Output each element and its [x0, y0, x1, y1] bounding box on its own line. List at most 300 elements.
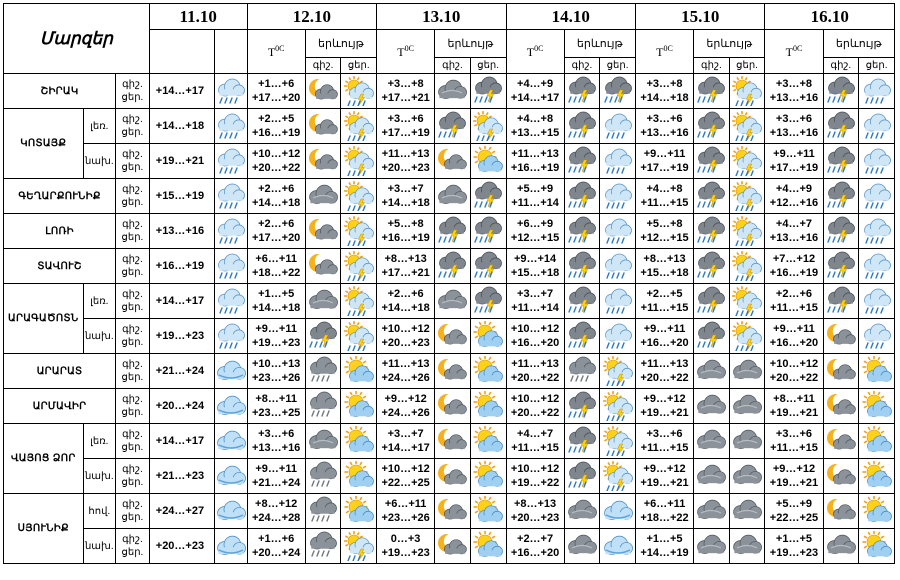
storm-rain-icon [825, 216, 857, 246]
day-temp: +17…+20 [251, 232, 301, 244]
date-header: 14.10 [506, 4, 635, 30]
temp-label: T [656, 44, 664, 59]
temp-range-cell [506, 389, 564, 424]
night-temp: +8…+12 [255, 498, 298, 510]
day-temp: +20…+22 [251, 162, 301, 174]
temp-unit: 0C [404, 43, 414, 53]
night-weather-cell [694, 319, 730, 354]
moon-cloud-icon [825, 356, 857, 386]
temp-header [765, 30, 823, 74]
day-temp: +20…+22 [640, 372, 689, 384]
night-day-label: գիշ. ցեր. [116, 214, 150, 249]
region-row [4, 214, 895, 249]
night-day-label: գիշ. ցեր. [116, 354, 150, 389]
moon-cloud-icon [825, 321, 857, 351]
night-temp: +11…+13 [511, 148, 559, 160]
weather-cell [215, 389, 248, 424]
temp-range-cell [377, 424, 435, 459]
night-subheader: գիշ. [694, 58, 730, 74]
night-day-label: գիշ. ցեր. [116, 389, 150, 424]
day-temp: +13…+16 [640, 127, 689, 139]
cloud-icon [731, 496, 763, 526]
temp-range-cell [765, 74, 823, 109]
day-weather-cell [600, 179, 636, 214]
day-temp: +19…+23 [149, 319, 214, 354]
day-subheader: ցեր. [341, 58, 377, 74]
day-weather-cell [859, 249, 895, 284]
sun-storm-icon [731, 181, 763, 211]
day-temp: +19…+21 [149, 144, 214, 179]
night-temp: +11…+13 [640, 358, 689, 370]
day-weather-cell [600, 249, 636, 284]
day1-temp-header [149, 30, 214, 74]
night-temp: +1…+6 [258, 78, 295, 90]
region-name: ԿՈՏԱՅՔ [4, 109, 84, 179]
temp-range-cell [765, 459, 823, 494]
cloud-icon [695, 356, 727, 386]
region-row [4, 354, 895, 389]
sun-cloud-icon [472, 391, 504, 421]
day-temp: +16…+19 [510, 162, 560, 174]
night-weather-cell [305, 179, 341, 214]
night-temp: +4…+8 [646, 183, 683, 195]
weather-cell [215, 459, 248, 494]
day-temp: +19…+21 [640, 477, 689, 489]
night-weather-cell [823, 284, 859, 319]
region-name: ԱՐԱԳԱԾՈՏՆ [4, 284, 84, 354]
temp-range-cell [765, 214, 823, 249]
temp-range-cell [506, 284, 564, 319]
sun-cloud-icon [343, 461, 375, 491]
night-weather-cell [564, 529, 600, 564]
rain-cloud-icon [215, 146, 247, 176]
temp-range-cell [377, 459, 435, 494]
day-temp: +12…+15 [640, 232, 689, 244]
night-day-label: գիշ. ցեր. [116, 249, 150, 284]
night-temp: +1…+6 [258, 533, 295, 545]
day-weather-cell [600, 529, 636, 564]
night-weather-cell [694, 389, 730, 424]
temp-range-cell [247, 284, 305, 319]
night-temp: +10…+12 [381, 323, 430, 335]
day-weather-cell [859, 389, 895, 424]
date-header: 12.10 [247, 4, 376, 30]
cloud-icon [307, 426, 339, 456]
cloud-icon [731, 356, 763, 386]
night-weather-cell [694, 284, 730, 319]
sun-cloud-icon [343, 356, 375, 386]
night-weather-cell [305, 494, 341, 529]
cloud-blue-icon [215, 391, 247, 421]
day-weather-cell [470, 144, 506, 179]
storm-rain-icon [695, 216, 727, 246]
storm-rain-icon [566, 76, 598, 106]
weather-cell [215, 144, 248, 179]
day-temp: +23…+25 [251, 407, 301, 419]
cloud-blue-icon [215, 461, 247, 491]
region-name: ԱՐՄԱՎԻՐ [4, 389, 116, 424]
sun-cloud-icon [472, 321, 504, 351]
weather-cell [215, 179, 248, 214]
day-weather-cell [470, 249, 506, 284]
sun-cloud-icon [861, 461, 893, 491]
storm-rain-icon [825, 251, 857, 281]
rain-cloud-icon [602, 146, 634, 176]
day-temp: +11…+15 [640, 442, 689, 454]
cloud-icon [566, 531, 598, 561]
day-weather-cell [729, 529, 765, 564]
night-temp: +10…+12 [381, 463, 430, 475]
storm-rain-icon [472, 251, 504, 281]
day-temp: +12…+15 [510, 232, 560, 244]
night-subheader: գիշ. [823, 58, 859, 74]
day-weather-cell [470, 319, 506, 354]
night-temp: +9…+12 [643, 463, 686, 475]
sun-storm-icon [343, 531, 375, 561]
rain-cloud-icon [861, 111, 893, 141]
subzone-label: նախ. [83, 144, 116, 179]
day-weather-cell [729, 144, 765, 179]
cloud-icon [825, 531, 857, 561]
region-row [4, 389, 895, 424]
day-weather-cell [729, 424, 765, 459]
temp-range-cell [377, 74, 435, 109]
day-temp: +21…+24 [149, 354, 214, 389]
day-weather-cell [859, 284, 895, 319]
day-temp: +19…+22 [510, 477, 560, 489]
night-weather-cell [823, 319, 859, 354]
day-temp: +14…+18 [381, 197, 430, 209]
sun-cloud-icon [861, 531, 893, 561]
day-temp: +14…+19 [640, 547, 689, 559]
cloud-icon [566, 496, 598, 526]
night-weather-cell [694, 214, 730, 249]
temp-range-cell [506, 459, 564, 494]
storm-rain-icon [566, 321, 598, 351]
day-weather-cell [341, 424, 377, 459]
temp-range-cell [377, 214, 435, 249]
temp-range-cell [247, 389, 305, 424]
moon-cloud-icon [436, 496, 468, 526]
night-temp: +9…+11 [255, 323, 297, 335]
night-weather-cell [694, 74, 730, 109]
night-weather-cell [564, 74, 600, 109]
day-weather-cell [600, 319, 636, 354]
storm-rain-icon [695, 251, 727, 281]
day-temp: +11…+15 [511, 442, 559, 454]
night-weather-cell [694, 529, 730, 564]
night-temp: +9…+12 [772, 463, 816, 475]
day-temp: +21…+23 [149, 459, 214, 494]
cloud-icon [695, 391, 727, 421]
day-temp: +17…+19 [769, 162, 819, 174]
day-temp: +20…+23 [510, 512, 560, 524]
night-temp: +7…+12 [772, 253, 816, 265]
night-weather-cell [823, 529, 859, 564]
day-weather-cell [859, 109, 895, 144]
night-temp: +5…+8 [387, 218, 424, 230]
day-temp: +20…+23 [381, 337, 430, 349]
sun-storm-icon [343, 146, 375, 176]
rain-cloud-icon [861, 146, 893, 176]
storm-rain-icon [825, 181, 857, 211]
day-weather-cell [470, 109, 506, 144]
day-temp: +14…+17 [149, 424, 214, 459]
night-temp: +11…+13 [381, 148, 430, 160]
night-day-label: գիշ. ցեր. [116, 494, 150, 529]
night-temp: +6…+9 [517, 218, 554, 230]
day-weather-cell [729, 459, 765, 494]
subzone-label: լեռ. [83, 109, 116, 144]
night-weather-cell [564, 179, 600, 214]
sun-cloud-icon [472, 426, 504, 456]
weather-cell [215, 74, 248, 109]
day-weather-cell [470, 494, 506, 529]
night-temp: 0…+3 [390, 533, 421, 545]
night-weather-cell [564, 494, 600, 529]
night-temp: +3…+7 [517, 288, 554, 300]
phenomenon-header: երևույթ [823, 30, 894, 58]
day-temp: +22…+25 [381, 477, 430, 489]
sun-storm-icon [602, 426, 634, 456]
sun-cloud-icon [343, 391, 375, 421]
regions-header: Մարզեր [4, 4, 150, 74]
night-weather-cell [435, 424, 471, 459]
day-temp: +24…+26 [381, 407, 430, 419]
temp-header [377, 30, 435, 74]
moon-cloud-icon [825, 426, 857, 456]
night-temp: +8…+13 [643, 253, 686, 265]
day-weather-cell [341, 214, 377, 249]
day-weather-cell [470, 354, 506, 389]
night-temp: +4…+7 [517, 428, 554, 440]
storm-rain-icon [566, 426, 598, 456]
day-weather-cell [341, 389, 377, 424]
day-temp: +17…+20 [251, 92, 301, 104]
temp-range-cell [247, 529, 305, 564]
temp-range-cell [635, 424, 693, 459]
night-weather-cell [305, 109, 341, 144]
temp-unit: 0C [663, 43, 673, 53]
night-weather-cell [564, 144, 600, 179]
region-name: ՍՅՈՒՆԻՔ [4, 494, 84, 564]
region-row [4, 144, 895, 179]
day-temp: +16…+19 [381, 232, 430, 244]
day-weather-cell [859, 494, 895, 529]
date-header: 15.10 [635, 4, 764, 30]
night-weather-cell [823, 459, 859, 494]
temp-range-cell [377, 389, 435, 424]
phenomenon-header: երևույթ [435, 30, 506, 58]
region-row [4, 424, 895, 459]
cloud-blue-icon [215, 426, 247, 456]
temp-range-cell [506, 529, 564, 564]
storm-rain-icon [566, 181, 598, 211]
night-temp: +9…+14 [513, 253, 557, 265]
temp-header [635, 30, 693, 74]
night-weather-cell [823, 494, 859, 529]
rain-cloud-icon [215, 286, 247, 316]
temp-range-cell [377, 144, 435, 179]
night-weather-cell [435, 319, 471, 354]
night-weather-cell [823, 389, 859, 424]
rain-cloud-icon [215, 251, 247, 281]
night-weather-cell [435, 144, 471, 179]
sun-storm-icon [731, 146, 763, 176]
storm-rain-icon [695, 146, 727, 176]
cloud-icon [436, 76, 468, 106]
moon-cloud-icon [436, 531, 468, 561]
temp-range-cell [635, 109, 693, 144]
forecast-body [4, 74, 895, 564]
rain-cloud-icon [861, 76, 893, 106]
sun-cloud-icon [861, 356, 893, 386]
temp-range-cell [247, 249, 305, 284]
region-name: ՏԱՎՈՒՇ [4, 249, 116, 284]
night-weather-cell [435, 109, 471, 144]
sun-storm-icon [731, 286, 763, 316]
temp-range-cell [635, 354, 693, 389]
night-temp: +3…+6 [775, 428, 813, 440]
day-weather-cell [600, 284, 636, 319]
day-weather-cell [341, 249, 377, 284]
temp-range-cell [765, 319, 823, 354]
subzone-label: հով. [83, 494, 116, 529]
night-temp: +5…+9 [517, 183, 554, 195]
day-temp: +21…+24 [251, 477, 301, 489]
temp-range-cell [377, 179, 435, 214]
day-subheader: ցեր. [729, 58, 765, 74]
night-temp: +9…+12 [384, 393, 427, 405]
cloud-blue-icon [215, 496, 247, 526]
date-header: 16.10 [765, 4, 895, 30]
cloud-icon [436, 181, 468, 211]
day-weather-cell [729, 389, 765, 424]
cloud-icon [695, 461, 727, 491]
storm-rain-icon [436, 251, 468, 281]
storm-rain-icon [472, 181, 504, 211]
cloud-icon [307, 181, 339, 211]
storm-rain-icon [472, 286, 504, 316]
day-weather-cell [341, 144, 377, 179]
region-name: ԳԵՂԱՐՔՈՒՆԻՔ [4, 179, 116, 214]
day-temp: +13…+16 [769, 127, 819, 139]
moon-cloud-icon [307, 111, 339, 141]
rain-cloud-icon [215, 76, 247, 106]
night-temp: +1…+5 [646, 533, 683, 545]
subzone-label: լեռ. [83, 284, 116, 319]
sun-storm-icon [343, 286, 375, 316]
phenomenon-header: երևույթ [305, 30, 376, 58]
moon-cloud-icon [436, 321, 468, 351]
sun-storm-icon [602, 391, 634, 421]
night-temp: +9…+12 [643, 393, 686, 405]
night-temp: +2…+6 [258, 183, 295, 195]
sun-storm-icon [343, 251, 375, 281]
day-temp: +14…+18 [251, 302, 301, 314]
temp-range-cell [377, 354, 435, 389]
day-weather-cell [859, 144, 895, 179]
night-temp: +3…+8 [775, 78, 813, 90]
night-temp: +5…+9 [775, 498, 813, 510]
night-temp: +8…+13 [513, 498, 557, 510]
night-temp: +8…+11 [255, 393, 297, 405]
sun-storm-icon [343, 216, 375, 246]
date-header: 13.10 [377, 4, 506, 30]
storm-rain-icon [566, 286, 598, 316]
day1-weather-header [215, 30, 248, 74]
night-weather-cell [694, 249, 730, 284]
temp-range-cell [377, 284, 435, 319]
temp-range-cell [765, 354, 823, 389]
weather-cell [215, 354, 248, 389]
storm-rain-icon [307, 321, 339, 351]
sun-storm-icon [343, 321, 375, 351]
night-weather-cell [305, 249, 341, 284]
night-day-label: գիշ. ցեր. [116, 319, 150, 354]
day-temp: +16…+19 [769, 267, 819, 279]
night-weather-cell [823, 214, 859, 249]
night-day-label: գիշ. ցեր. [116, 284, 150, 319]
region-name: ՇԻՐԱԿ [4, 74, 116, 109]
night-temp: +4…+7 [775, 218, 813, 230]
cloud-icon [695, 426, 727, 456]
region-row [4, 74, 895, 109]
day-temp: +14…+18 [640, 92, 689, 104]
temp-range-cell [377, 319, 435, 354]
day-weather-cell [341, 284, 377, 319]
cloud-blue-icon [215, 531, 247, 561]
region-row [4, 249, 895, 284]
weather-cell [215, 494, 248, 529]
day-temp: +13…+16 [769, 232, 819, 244]
temp-label: T [397, 44, 405, 59]
night-temp: +2…+5 [646, 288, 683, 300]
night-temp: +10…+12 [510, 323, 560, 335]
day-weather-cell [729, 74, 765, 109]
night-day-label: գիշ. ցեր. [116, 529, 150, 564]
day-temp: +23…+26 [381, 512, 430, 524]
night-weather-cell [435, 529, 471, 564]
day-weather-cell [470, 459, 506, 494]
day-temp: +14…+17 [510, 92, 560, 104]
night-weather-cell [694, 354, 730, 389]
rain-gray-icon [307, 461, 339, 491]
cloud-icon [731, 531, 763, 561]
day-weather-cell [600, 494, 636, 529]
day-weather-cell [859, 354, 895, 389]
region-name: ՎԱՅՈՑ ՁՈՐ [4, 424, 84, 494]
night-temp: +9…+11 [255, 463, 297, 475]
day-temp: +17…+21 [381, 92, 430, 104]
night-weather-cell [435, 389, 471, 424]
day-temp: +11…+14 [511, 302, 559, 314]
temp-range-cell [506, 354, 564, 389]
temp-range-cell [247, 424, 305, 459]
day-weather-cell [729, 109, 765, 144]
day-temp: +11…+15 [770, 302, 818, 314]
cloud-icon [731, 391, 763, 421]
temp-range-cell [377, 249, 435, 284]
rain-cloud-icon [215, 111, 247, 141]
night-temp: +6…+11 [255, 253, 297, 265]
sun-storm-icon [343, 111, 375, 141]
temp-range-cell [765, 494, 823, 529]
day-weather-cell [600, 459, 636, 494]
weather-cell [215, 284, 248, 319]
day-temp: +18…+22 [251, 267, 301, 279]
subzone-label: նախ. [83, 319, 116, 354]
